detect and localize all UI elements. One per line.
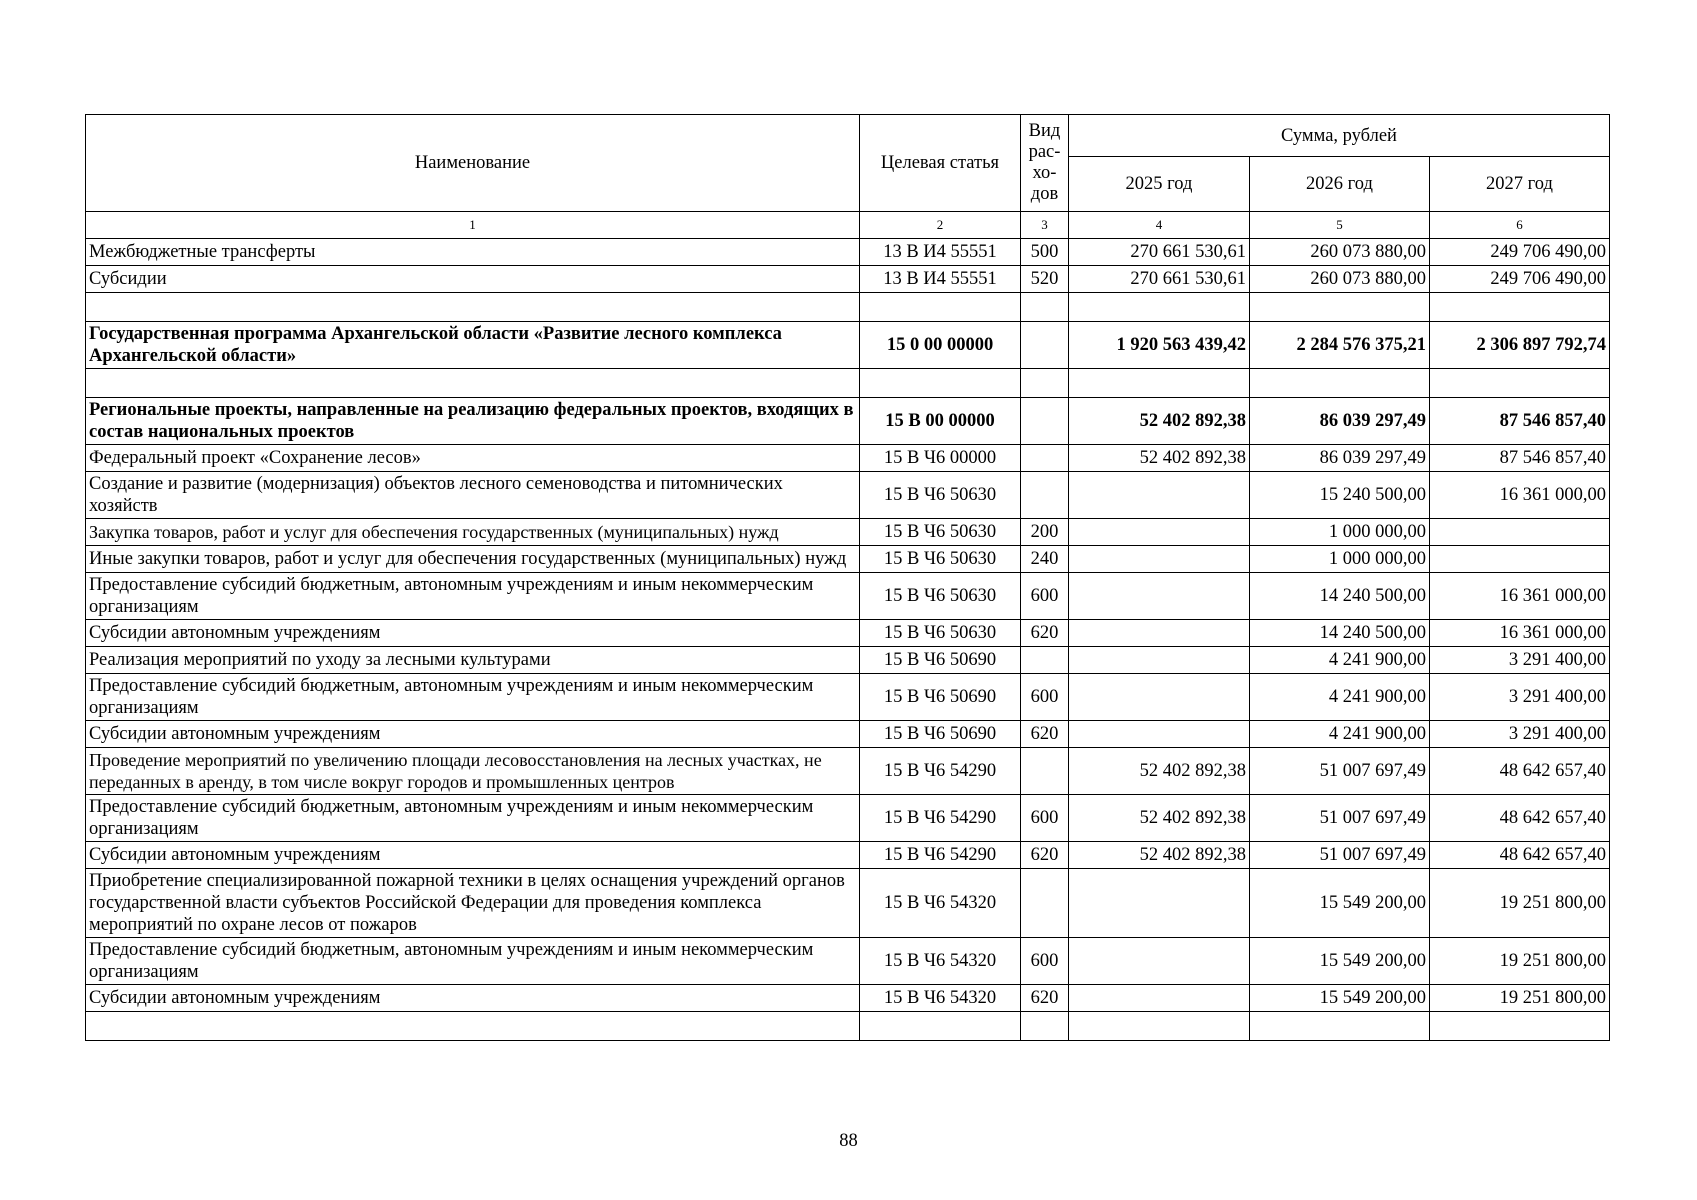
blank-row [86,369,1610,398]
row-sum-2025 [1069,674,1250,721]
row-name: Государственная программа Архангельской области «Развитие лесного комплекса Архангельской области» [86,322,860,369]
table-body [86,239,1610,1041]
row-sum-2027: 249 706 490,00 [1430,239,1610,266]
row-code: 15 В Ч6 50630 [860,620,1021,647]
row-name: Субсидии автономным учреждениям [86,842,860,869]
row-sum-2027: 87 546 857,40 [1430,445,1610,472]
row-name: Региональные проекты, направленные на реализацию федеральных проектов, входящих в состав национальных проектов [86,398,860,445]
blank-row [86,293,1610,322]
row-code: 15 В Ч6 54290 [860,795,1021,842]
row-name: Субсидии автономным учреждениям [86,985,860,1012]
table-row-regional-projects [86,398,1610,445]
row-sum-2025 [1069,938,1250,985]
budget-table [85,114,1610,1041]
row-type [1021,869,1069,938]
row-sum-2027: 2 306 897 792,74 [1430,322,1610,369]
row-sum-2026: 15 549 200,00 [1250,938,1430,985]
header-target-article: Целевая статья [860,115,1021,212]
table-row [86,266,1610,293]
row-name: Создание и развитие (модернизация) объектов лесного семеноводства и питомнических хозяйств [86,472,860,519]
header-year-2027: 2027 год [1430,157,1610,212]
row-sum-2027: 19 251 800,00 [1430,938,1610,985]
row-sum-2025 [1069,721,1250,748]
row-sum-2025 [1069,869,1250,938]
row-sum-2025: 1 920 563 439,42 [1069,322,1250,369]
header-name: Наименование [86,115,860,212]
row-code: 15 В Ч6 50630 [860,472,1021,519]
row-type [1021,748,1069,795]
table-header [86,115,1610,239]
row-sum-2025 [1069,985,1250,1012]
row-type: 600 [1021,938,1069,985]
row-sum-2025: 52 402 892,38 [1069,842,1250,869]
row-sum-2027 [1430,519,1610,546]
row-type [1021,647,1069,674]
row-name: Субсидии автономным учреждениям [86,721,860,748]
row-sum-2026: 1 000 000,00 [1250,519,1430,546]
row-sum-2027: 48 642 657,40 [1430,795,1610,842]
row-sum-2025 [1069,647,1250,674]
row-code: 15 В Ч6 50690 [860,721,1021,748]
table-row [86,721,1610,748]
row-type: 600 [1021,573,1069,620]
row-code: 15 В Ч6 50690 [860,674,1021,721]
row-code: 15 В Ч6 00000 [860,445,1021,472]
row-name: Предоставление субсидий бюджетным, автономным учреждениям и иным некоммерческим организациям [86,573,860,620]
row-sum-2027: 19 251 800,00 [1430,985,1610,1012]
row-code: 15 В Ч6 54320 [860,869,1021,938]
row-name: Межбюджетные трансферты [86,239,860,266]
row-type: 620 [1021,985,1069,1012]
table-row [86,985,1610,1012]
row-code: 15 В Ч6 54290 [860,748,1021,795]
table-row [86,869,1610,938]
row-sum-2026: 15 240 500,00 [1250,472,1430,519]
row-sum-2027: 3 291 400,00 [1430,721,1610,748]
row-sum-2025: 270 661 530,61 [1069,266,1250,293]
row-code: 15 В Ч6 50630 [860,573,1021,620]
header-sum: Сумма, рублей [1069,115,1610,157]
row-type: 620 [1021,721,1069,748]
row-sum-2026: 15 549 200,00 [1250,869,1430,938]
row-type: 600 [1021,674,1069,721]
row-code: 15 В 00 00000 [860,398,1021,445]
row-sum-2025: 270 661 530,61 [1069,239,1250,266]
table-row [86,620,1610,647]
table-row [86,795,1610,842]
header-year-2025: 2025 год [1069,157,1250,212]
row-code: 15 В Ч6 50690 [860,647,1021,674]
row-sum-2026: 14 240 500,00 [1250,573,1430,620]
row-sum-2026: 4 241 900,00 [1250,721,1430,748]
row-name: Предоставление субсидий бюджетным, автономным учреждениям и иным некоммерческим организациям [86,795,860,842]
row-sum-2026: 86 039 297,49 [1250,445,1430,472]
row-type [1021,445,1069,472]
column-number: 5 [1250,212,1430,239]
column-number: 2 [860,212,1021,239]
table-row [86,748,1610,795]
row-name: Приобретение специализированной пожарной техники в целях оснащения учреждений органов государственной власти субъектов Российской Федерации для проведения комплекса мероприятий по охране лесов от пожаров [86,869,860,938]
row-code: 15 В Ч6 54320 [860,985,1021,1012]
page-number: 88 [839,1131,858,1151]
row-name: Закупка товаров, работ и услуг для обеспечения государственных (муниципальных) нужд [86,519,860,546]
row-sum-2027: 48 642 657,40 [1430,748,1610,795]
row-sum-2026: 14 240 500,00 [1250,620,1430,647]
row-type [1021,472,1069,519]
row-sum-2026: 1 000 000,00 [1250,546,1430,573]
row-name: Предоставление субсидий бюджетным, автономным учреждениям и иным некоммерческим организациям [86,938,860,985]
row-type: 620 [1021,842,1069,869]
row-name: Иные закупки товаров, работ и услуг для обеспечения государственных (муниципальных) нужд [86,546,860,573]
row-name: Предоставление субсидий бюджетным, автономным учреждениям и иным некоммерческим организациям [86,674,860,721]
row-sum-2026: 260 073 880,00 [1250,266,1430,293]
table-row [86,239,1610,266]
table-row [86,573,1610,620]
row-sum-2027: 87 546 857,40 [1430,398,1610,445]
header-expense-type: Вид рас- хо- дов [1021,115,1069,212]
header-year-2026: 2026 год [1250,157,1430,212]
blank-row [86,1012,1610,1041]
row-code: 13 В И4 55551 [860,239,1021,266]
row-sum-2025 [1069,519,1250,546]
row-sum-2027: 3 291 400,00 [1430,647,1610,674]
column-number: 1 [86,212,860,239]
row-sum-2025: 52 402 892,38 [1069,398,1250,445]
row-code: 15 В Ч6 54320 [860,938,1021,985]
row-name: Субсидии [86,266,860,293]
row-type: 500 [1021,239,1069,266]
row-type: 620 [1021,620,1069,647]
column-number: 6 [1430,212,1610,239]
row-sum-2027: 19 251 800,00 [1430,869,1610,938]
table-row [86,674,1610,721]
row-sum-2026: 51 007 697,49 [1250,795,1430,842]
row-sum-2026: 4 241 900,00 [1250,647,1430,674]
row-sum-2026: 4 241 900,00 [1250,674,1430,721]
table-row [86,938,1610,985]
row-code: 15 В Ч6 50630 [860,519,1021,546]
row-sum-2027: 3 291 400,00 [1430,674,1610,721]
row-name: Реализация мероприятий по уходу за лесными культурами [86,647,860,674]
row-sum-2025: 52 402 892,38 [1069,748,1250,795]
row-sum-2026: 260 073 880,00 [1250,239,1430,266]
row-sum-2025: 52 402 892,38 [1069,445,1250,472]
row-sum-2027 [1430,546,1610,573]
table-row [86,546,1610,573]
row-sum-2025: 52 402 892,38 [1069,795,1250,842]
row-sum-2027: 16 361 000,00 [1430,620,1610,647]
row-sum-2027: 249 706 490,00 [1430,266,1610,293]
row-code: 15 0 00 00000 [860,322,1021,369]
table-row [86,647,1610,674]
row-sum-2025 [1069,546,1250,573]
column-number-row [86,212,1610,239]
row-name: Проведение мероприятий по увеличению площади лесовосстановления на лесных участках, не переданных в аренду, в том числе вокруг городов и промышленных центров [86,748,860,795]
row-sum-2025 [1069,620,1250,647]
row-type: 200 [1021,519,1069,546]
row-code: 15 В Ч6 54290 [860,842,1021,869]
table-row [86,519,1610,546]
row-sum-2026: 2 284 576 375,21 [1250,322,1430,369]
row-type [1021,398,1069,445]
row-sum-2025 [1069,573,1250,620]
row-code: 15 В Ч6 50630 [860,546,1021,573]
row-code: 13 В И4 55551 [860,266,1021,293]
row-sum-2026: 51 007 697,49 [1250,748,1430,795]
column-number: 3 [1021,212,1069,239]
column-number: 4 [1069,212,1250,239]
row-type: 520 [1021,266,1069,293]
table-row [86,842,1610,869]
row-sum-2025 [1069,472,1250,519]
row-sum-2026: 86 039 297,49 [1250,398,1430,445]
table-row [86,472,1610,519]
table-row [86,445,1610,472]
row-type: 240 [1021,546,1069,573]
row-sum-2026: 51 007 697,49 [1250,842,1430,869]
row-name: Федеральный проект «Сохранение лесов» [86,445,860,472]
row-sum-2027: 48 642 657,40 [1430,842,1610,869]
row-name: Субсидии автономным учреждениям [86,620,860,647]
table-row-program [86,322,1610,369]
row-sum-2026: 15 549 200,00 [1250,985,1430,1012]
row-sum-2027: 16 361 000,00 [1430,573,1610,620]
row-type [1021,322,1069,369]
row-type: 600 [1021,795,1069,842]
row-sum-2027: 16 361 000,00 [1430,472,1610,519]
